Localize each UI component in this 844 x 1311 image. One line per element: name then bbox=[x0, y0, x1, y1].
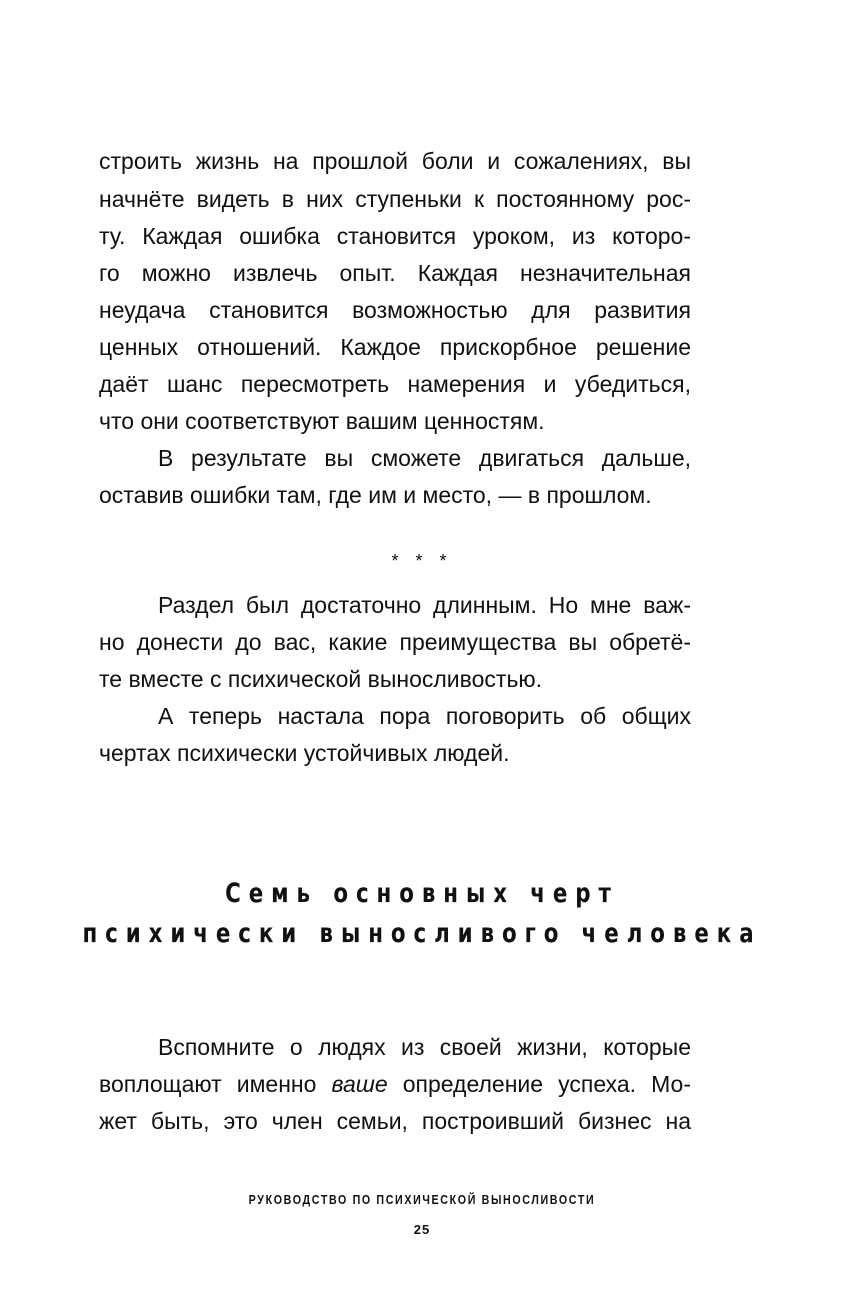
running-title: РУКОВОДСТВО ПО ПСИХИЧЕСКОЙ ВЫНОСЛИВОСТИ bbox=[248, 1192, 596, 1207]
text-line: даёт шанс пересмотреть намерения и убедиться, bbox=[99, 371, 691, 397]
text-line: ценных отношений. Каждое прискорбное решение bbox=[99, 334, 691, 360]
section-separator: * * * bbox=[391, 551, 453, 571]
text-fragment: воплощают именно bbox=[99, 1071, 332, 1097]
text-line bbox=[99, 1069, 691, 1099]
text-line: те вместе с психической выносливостью. bbox=[99, 666, 543, 692]
text-line: Раздел был достаточно длинным. Но мне важ- bbox=[158, 592, 691, 618]
text-line: строить жизнь на прошлой боли и сожалениях, вы bbox=[99, 148, 691, 174]
text-line: оставив ошибки там, где им и место, — в прошлом. bbox=[99, 482, 652, 508]
text-line: ту. Каждая ошибка становится уроком, из которо- bbox=[99, 223, 691, 249]
emphasized-word: ваше bbox=[331, 1071, 388, 1097]
text-fragment: определение успеха. Мо- bbox=[387, 1071, 691, 1097]
text-line: го можно извлечь опыт. Каждая незначительная bbox=[99, 260, 691, 286]
page-number: 25 bbox=[413, 1222, 431, 1237]
text-line: чертах психически устойчивых людей. bbox=[99, 740, 510, 766]
text-line: неудача становится возможностью для развития bbox=[99, 297, 691, 323]
text-line: Вспомните о людях из своей жизни, которые bbox=[158, 1034, 691, 1060]
heading-line-1: Семь основных черт bbox=[225, 878, 619, 909]
text-line: но донести до вас, какие преимущества вы обретё- bbox=[99, 629, 691, 655]
text-line: начнёте видеть в них ступеньки к постоянному рос- bbox=[99, 186, 691, 212]
text-line: жет быть, это член семьи, построивший бизнес на bbox=[99, 1108, 691, 1134]
heading-line-2: психически выносливого человека bbox=[82, 918, 762, 949]
text-line: В результате вы сможете двигаться дальше, bbox=[158, 445, 691, 471]
text-line: что они соответствуют вашим ценностям. bbox=[99, 408, 545, 434]
text-line: А теперь настала пора поговорить об общих bbox=[158, 703, 691, 729]
